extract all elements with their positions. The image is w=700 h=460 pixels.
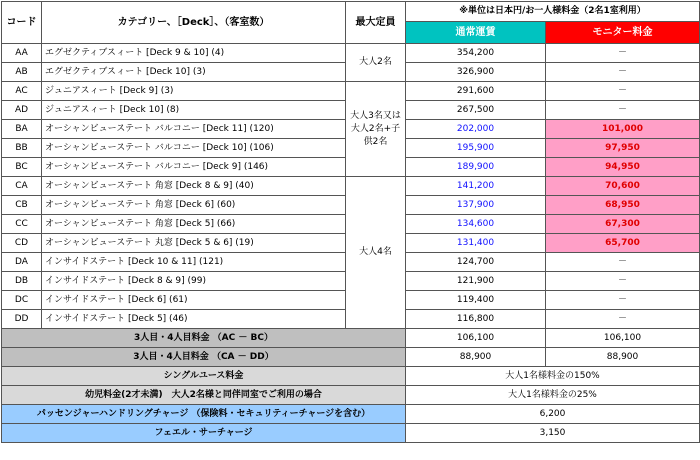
row-monitor: 97,950 [546, 139, 700, 158]
header-unit-note: ※単位は日本円/お一人様料金（2名1室利用） [406, 2, 700, 22]
row-regular: 124,700 [406, 253, 546, 272]
header-code: コード [2, 2, 42, 44]
row-monitor: － [546, 291, 700, 310]
row-code: AC [2, 82, 42, 101]
row-regular: 131,400 [406, 234, 546, 253]
row-monitor: 68,950 [546, 196, 700, 215]
header-category: カテゴリー、［Deck］、（客室数） [42, 2, 346, 44]
row-monitor: － [546, 272, 700, 291]
row-monitor: 65,700 [546, 234, 700, 253]
row-monitor: 94,950 [546, 158, 700, 177]
row-monitor: 101,000 [546, 120, 700, 139]
row-category: インサイドステート [Deck 8 & 9] (99) [42, 272, 346, 291]
row-monitor: － [546, 310, 700, 329]
row-monitor: － [546, 101, 700, 120]
row-code: BA [2, 120, 42, 139]
infant-fare-value: 大人1名様料金の25% [406, 386, 700, 405]
fare-table [1, 1, 700, 443]
row-category: オーシャンビューステート バルコニー [Deck 11] (120) [42, 120, 346, 139]
row-code: DC [2, 291, 42, 310]
row-regular: 354,200 [406, 44, 546, 63]
row-code: CC [2, 215, 42, 234]
row-monitor: － [546, 82, 700, 101]
single-use-label: シングルユース料金 [2, 367, 406, 386]
row-regular: 326,900 [406, 63, 546, 82]
row-monitor: － [546, 44, 700, 63]
row-category: オーシャンビューステート バルコニー [Deck 10] (106) [42, 139, 346, 158]
passenger-charge-label: パッセンジャーハンドリングチャージ （保険料・セキュリティーチャージを含む） [2, 405, 406, 424]
row-regular: 189,900 [406, 158, 546, 177]
extra-person-label: 3人目・4人目料金 （AC － BC） [2, 329, 406, 348]
header-max-capacity: 最大定員 [346, 2, 406, 44]
capacity-ca-dd: 大人4名 [346, 177, 406, 329]
single-use-value: 大人1名様料金の150% [406, 367, 700, 386]
row-category: エグゼクティブスィート [Deck 9 & 10] (4) [42, 44, 346, 63]
capacity-ac-bc: 大人3名又は大人2名+子供2名 [346, 82, 406, 177]
capacity-aa-ab: 大人2名 [346, 44, 406, 82]
row-regular: 134,600 [406, 215, 546, 234]
row-code: BB [2, 139, 42, 158]
row-regular: 202,000 [406, 120, 546, 139]
fuel-surcharge-label: フェエル・サーチャージ [2, 424, 406, 443]
row-regular: 137,900 [406, 196, 546, 215]
row-monitor: 70,600 [546, 177, 700, 196]
row-regular: 195,900 [406, 139, 546, 158]
row-regular: 141,200 [406, 177, 546, 196]
extra-person-regular: 106,100 [406, 329, 546, 348]
row-monitor: 67,300 [546, 215, 700, 234]
row-category: オーシャンビューステート 角窓 [Deck 5] (66) [42, 215, 346, 234]
header-regular-fare: 通常運賃 [406, 22, 546, 44]
row-code: AD [2, 101, 42, 120]
row-code: AA [2, 44, 42, 63]
extra-person-regular: 88,900 [406, 348, 546, 367]
row-category: オーシャンビューステート 角窓 [Deck 8 & 9] (40) [42, 177, 346, 196]
row-regular: 119,400 [406, 291, 546, 310]
extra-person-label: 3人目・4人目料金 （CA － DD） [2, 348, 406, 367]
row-category: インサイドステート [Deck 6] (61) [42, 291, 346, 310]
fuel-surcharge-value: 3,150 [406, 424, 700, 443]
row-code: BC [2, 158, 42, 177]
row-code: DB [2, 272, 42, 291]
row-monitor: － [546, 253, 700, 272]
row-category: オーシャンビューステート バルコニー [Deck 9] (146) [42, 158, 346, 177]
row-code: DA [2, 253, 42, 272]
row-code: AB [2, 63, 42, 82]
row-code: DD [2, 310, 42, 329]
row-category: ジュニアスィート [Deck 10] (8) [42, 101, 346, 120]
row-category: インサイドステート [Deck 10 & 11] (121) [42, 253, 346, 272]
header-monitor-fare: モニター料金 [546, 22, 700, 44]
row-regular: 121,900 [406, 272, 546, 291]
row-code: CB [2, 196, 42, 215]
row-code: CD [2, 234, 42, 253]
row-category: ジュニアスィート [Deck 9] (3) [42, 82, 346, 101]
row-regular: 267,500 [406, 101, 546, 120]
row-category: オーシャンビューステート 丸窓 [Deck 5 & 6] (19) [42, 234, 346, 253]
row-monitor: － [546, 63, 700, 82]
row-code: CA [2, 177, 42, 196]
row-regular: 116,800 [406, 310, 546, 329]
row-category: インサイドステート [Deck 5] (46) [42, 310, 346, 329]
infant-fare-label: 幼児料金(2才未満) 大人2名様と同伴同室でご利用の場合 [2, 386, 406, 405]
passenger-charge-value: 6,200 [406, 405, 700, 424]
row-regular: 291,600 [406, 82, 546, 101]
extra-person-monitor: 106,100 [546, 329, 700, 348]
row-category: エグゼクティブスィート [Deck 10] (3) [42, 63, 346, 82]
extra-person-monitor: 88,900 [546, 348, 700, 367]
row-category: オーシャンビューステート 角窓 [Deck 6] (60) [42, 196, 346, 215]
